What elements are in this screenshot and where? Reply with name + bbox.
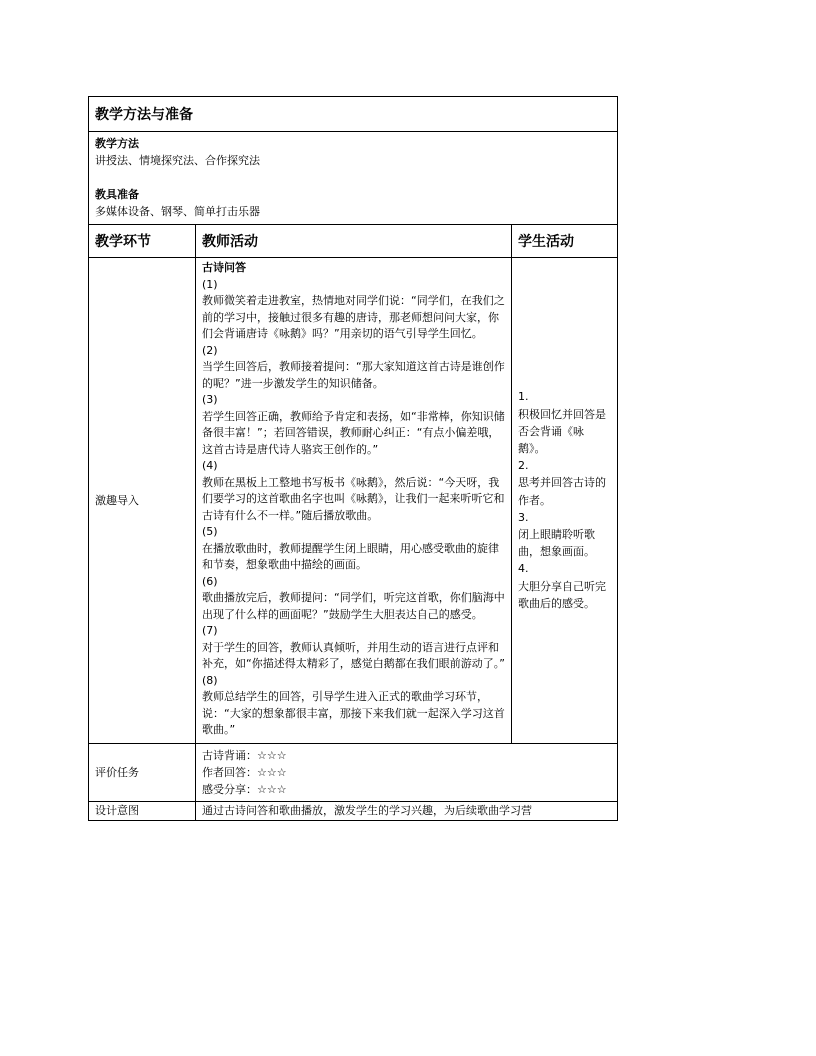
- step-text: 教师总结学生的回答，引导学生进入正式的歌曲学习环节，说：“大家的想象都很丰富，那接下来我们就一起深入学习这首歌曲。”: [202, 690, 505, 736]
- step-number: (7): [202, 624, 218, 637]
- evaluation-cell: [196, 743, 618, 801]
- design-intent-label: 设计意图: [89, 801, 196, 820]
- step-text: 对于学生的回答，教师认真倾听，并用生动的语言进行点评和补充，如“你描述得太精彩了，感觉白鹅都在我们眼前游动了。”: [202, 640, 505, 670]
- step-text: 若学生回答正确，教师给予肯定和表扬，如“非常棒，你知识储备很丰富！”；若回答错误，教师耐心纠正：“有点小偏差哦，这首古诗是唐代诗人骆宾王创作的。”: [202, 409, 505, 456]
- student-item-text: 积极回忆并回答是否会背诵《咏鹅》。: [518, 407, 606, 456]
- teacher-activity-title: 古诗问答: [202, 261, 246, 274]
- methods-section-title: 教学方法与准备: [89, 97, 618, 132]
- student-item-text: 思考并回答古诗的作者。: [518, 476, 606, 507]
- tool-value: 多媒体设备、钢琴、简单打击乐器: [95, 205, 260, 218]
- lesson-plan-table: [88, 96, 618, 821]
- step-number: (6): [202, 574, 218, 588]
- table-header-row: [89, 225, 618, 258]
- step-number: (2): [202, 343, 218, 357]
- step-number: (3): [202, 393, 218, 406]
- step-number: (5): [202, 525, 218, 538]
- evaluation-item: 作者回答：☆☆☆: [202, 765, 287, 779]
- step-text: 歌曲播放完后，教师提问：“同学们，听完这首歌，你们脑海中出现了什么样的画面呢？”鼓励学生大胆表达自己的感受。: [202, 591, 505, 621]
- method-value: 讲授法、情境探究法、合作探究法: [95, 154, 260, 167]
- header-student: 学生活动: [512, 225, 618, 258]
- lesson-plan-sheet: [88, 96, 617, 821]
- step-text: 当学生回答后，教师接着提问：“那大家知道这首古诗是谁创作的呢？”进一步激发学生的知识储备。: [202, 360, 505, 390]
- evaluation-row: [89, 743, 618, 801]
- intro-row: [89, 258, 618, 744]
- design-intent-row: [89, 801, 618, 820]
- student-item-text: 闭上眼睛聆听歌曲，想象画面。: [518, 528, 595, 559]
- methods-info-cell: [89, 132, 618, 225]
- header-phase: 教学环节: [89, 225, 196, 258]
- header-teacher: 教师活动: [196, 225, 512, 258]
- methods-info-row: [89, 132, 618, 225]
- step-number: (8): [202, 673, 218, 687]
- student-item-number: 3.: [518, 510, 529, 524]
- student-item-number: 2.: [518, 459, 529, 473]
- spacer: [95, 169, 611, 186]
- phase-intro: 激趣导入: [89, 258, 196, 744]
- student-item-number: 1.: [518, 390, 529, 404]
- tool-label: 教具准备: [95, 188, 139, 201]
- step-number: (1): [202, 277, 218, 291]
- teacher-activity-cell: [196, 258, 512, 744]
- step-text: 教师在黑板上工整地书写板书《咏鹅》，然后说：“今天呀，我们要学习的这首歌曲名字也叫《咏鹅》，让我们一起来听听它和古诗有什么不一样。”随后播放歌曲。: [202, 475, 505, 522]
- student-item-text: 大胆分享自己听完歌曲后的感受。: [518, 579, 606, 610]
- method-label: 教学方法: [95, 137, 139, 150]
- step-number: (4): [202, 459, 218, 472]
- step-text: 在播放歌曲时，教师提醒学生闭上眼睛，用心感受歌曲的旋律和节奏，想象歌曲中描绘的画面。: [202, 541, 499, 571]
- step-text: 教师微笑着走进教室，热情地对同学们说：“同学们，在我们之前的学习中，接触过很多有趣的唐诗，那老师想问问大家，你们会背诵唐诗《咏鹅》吗？”用亲切的语气引导学生回忆。: [202, 294, 505, 340]
- design-intent-text: 通过古诗问答和歌曲播放，激发学生的学习兴趣，为后续歌曲学习营: [196, 801, 618, 820]
- student-activity-cell: [512, 258, 618, 744]
- methods-title-row: [89, 97, 618, 132]
- student-item-number: 4.: [518, 562, 529, 576]
- evaluation-item: 古诗背诵：☆☆☆: [202, 748, 287, 762]
- evaluation-item: 感受分享：☆☆☆: [202, 782, 287, 796]
- evaluation-label: 评价任务: [89, 743, 196, 801]
